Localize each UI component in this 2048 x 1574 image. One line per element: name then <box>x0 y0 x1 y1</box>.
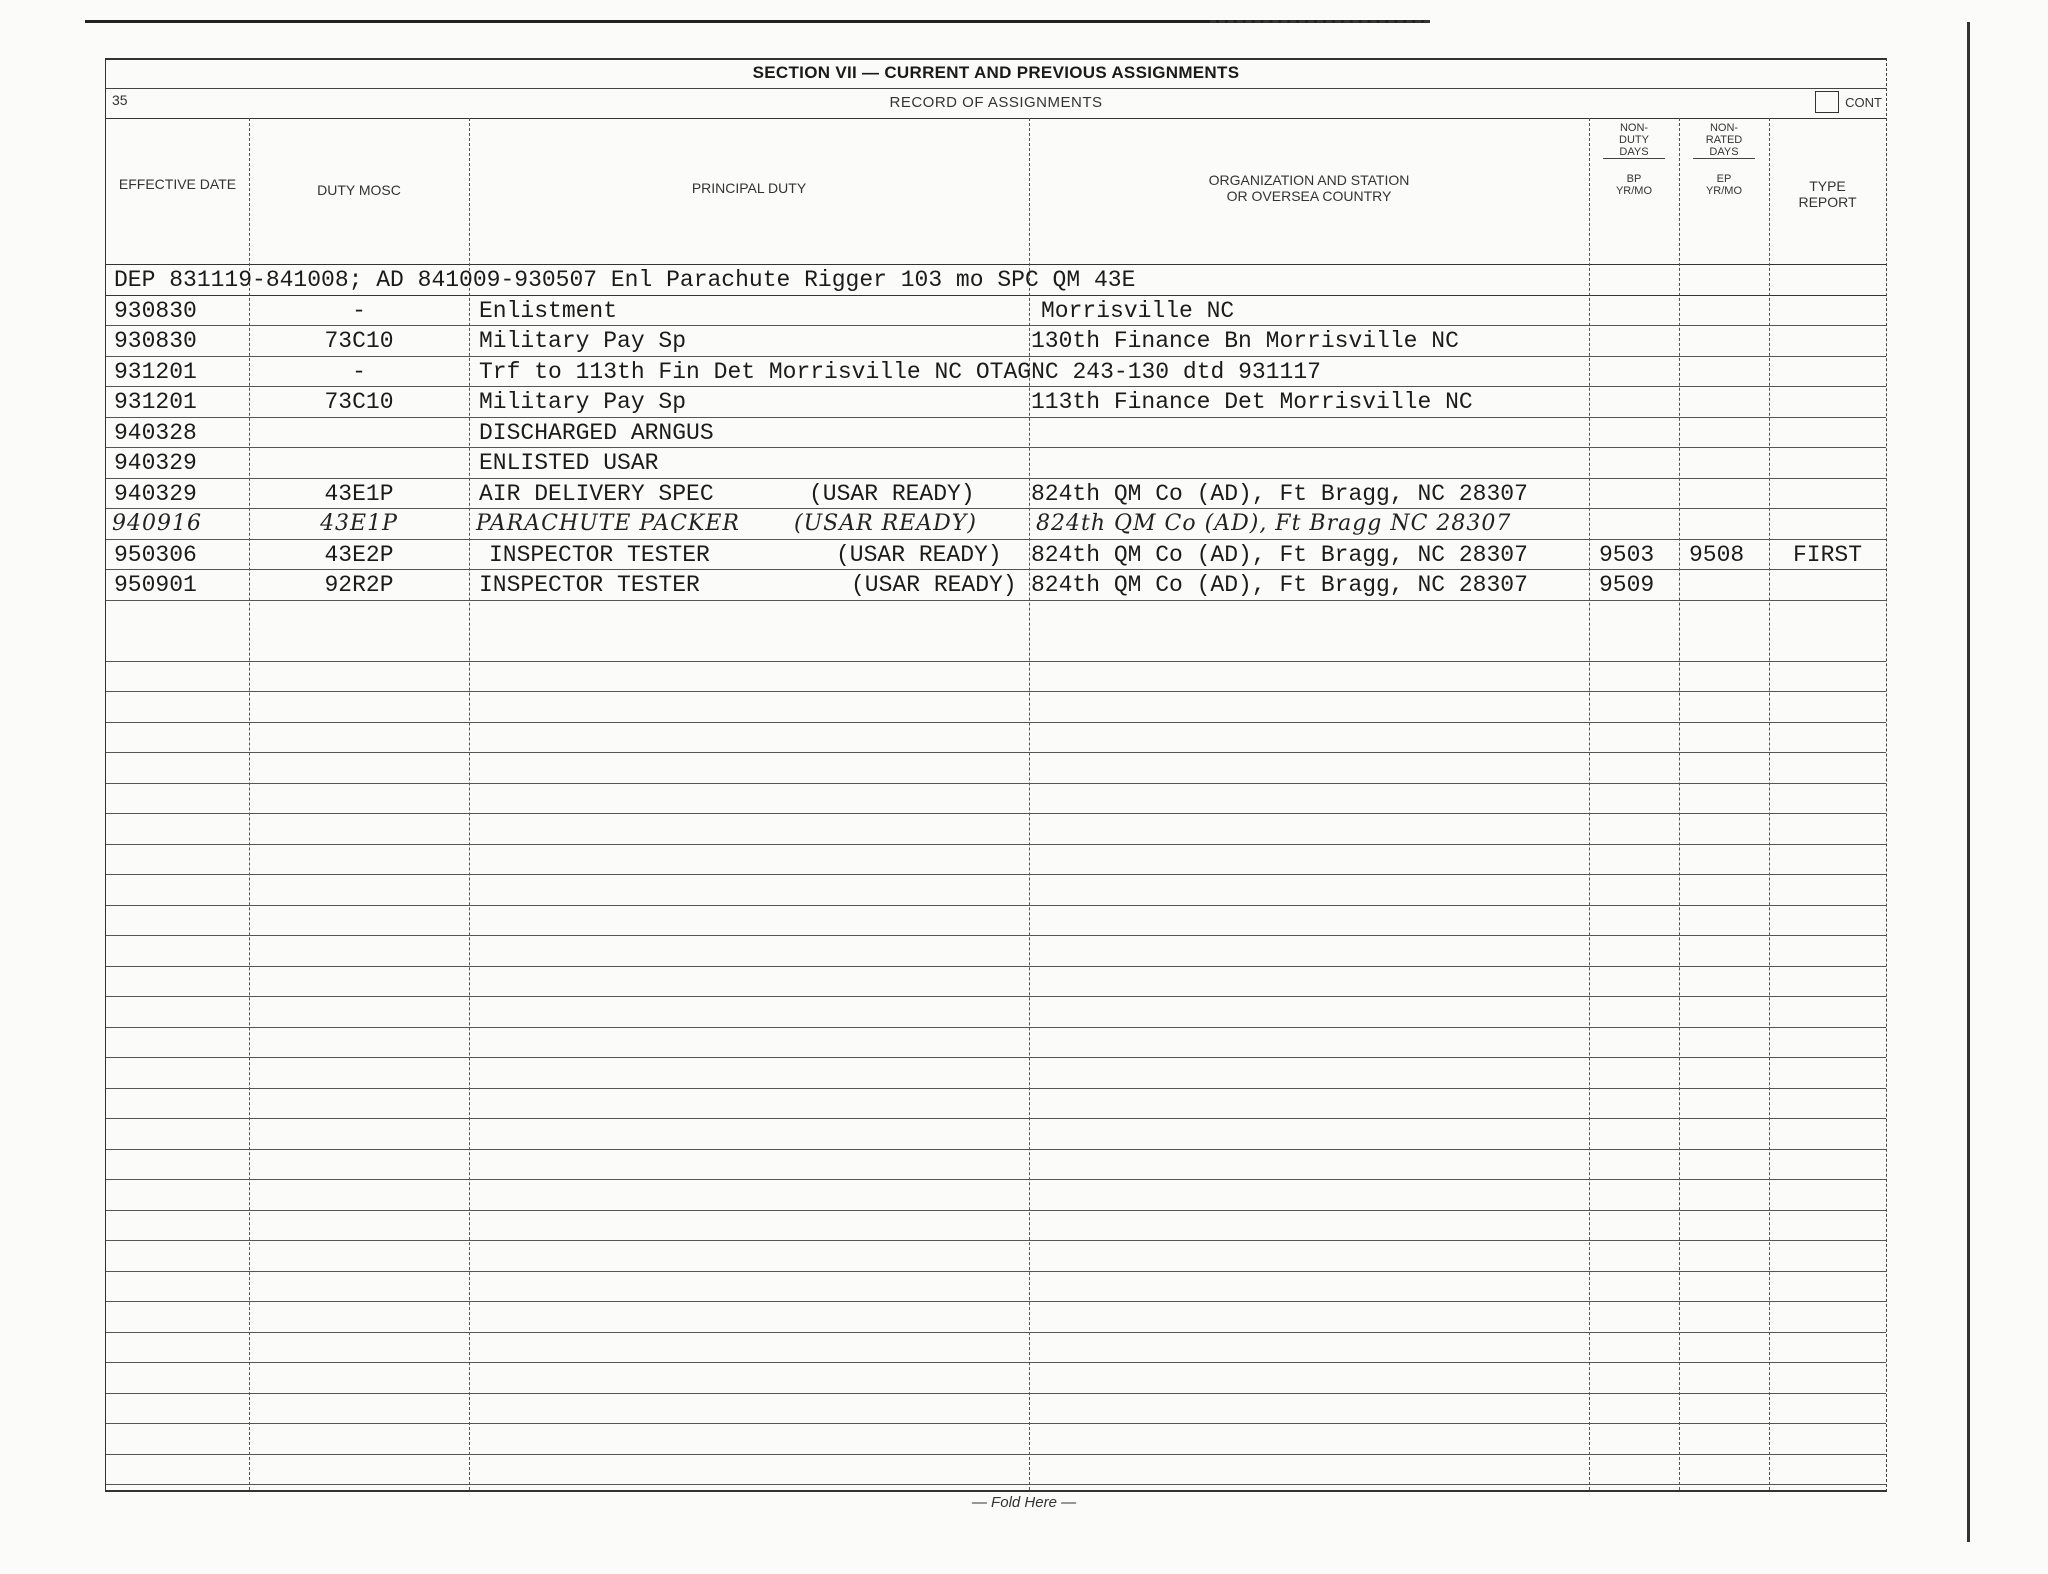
top-dashed-rule <box>1210 20 1430 23</box>
empty-row <box>106 1118 1886 1150</box>
empty-row <box>106 1057 1886 1089</box>
empty-row <box>106 996 1886 1028</box>
empty-row <box>106 783 1886 815</box>
duty-mosc: 73C10 <box>324 328 394 354</box>
effective-date: 930830 <box>114 328 197 354</box>
effective-date: 930830 <box>114 297 197 324</box>
duty-mosc: - <box>352 297 366 324</box>
empty-row <box>106 1027 1886 1059</box>
principal-duty: DISCHARGED ARNGUS <box>479 419 714 446</box>
form-item-number: 35 <box>112 92 128 108</box>
organization: 824th QM Co (AD), Ft Bragg, NC 28307 <box>1031 480 1528 507</box>
empty-row <box>106 1149 1886 1181</box>
column-header-row <box>106 118 1886 265</box>
duty-mosc: 43E1P <box>320 511 398 536</box>
empty-row <box>106 905 1886 937</box>
table-row <box>106 447 1886 479</box>
table-row <box>106 539 1886 571</box>
cont-field <box>1815 90 1882 114</box>
empty-row <box>106 1393 1886 1425</box>
duty-status: (USAR READY) <box>809 480 975 507</box>
empty-row <box>106 1240 1886 1272</box>
principal-duty: Trf to 113th Fin Det Morrisville NC OTAGNC 243-130 dtd 931117 <box>479 358 1321 385</box>
table-row <box>106 569 1886 601</box>
effective-date: 940916 <box>112 511 202 536</box>
col-effective-date: EFFECTIVE DATE <box>118 176 237 192</box>
type-report: FIRST <box>1792 541 1862 568</box>
empty-row <box>106 1179 1886 1211</box>
empty-row <box>106 1271 1886 1303</box>
table-row <box>106 325 1886 357</box>
empty-row <box>106 844 1886 876</box>
fold-here-label: — Fold Here — <box>971 1494 1077 1511</box>
empty-row <box>106 661 1886 693</box>
table-row <box>106 356 1886 388</box>
organization: Morrisville NC <box>1041 297 1235 324</box>
principal-duty: Enlistment <box>479 297 618 324</box>
col-non-rated-days: NON- RATED DAYS EP YR/MO <box>1679 122 1769 197</box>
assignments-form <box>105 58 1887 1492</box>
principal-duty: ENLISTED USAR <box>479 450 659 476</box>
page-edge-bar <box>1967 22 1970 1542</box>
duty-status: (USAR READY) <box>794 511 977 536</box>
principal-duty: Military Pay Sp <box>479 328 687 354</box>
duty-mosc: - <box>352 358 366 385</box>
empty-row <box>106 1362 1886 1394</box>
summary-row <box>106 264 1886 296</box>
non-rated-days: 9508 <box>1689 541 1745 568</box>
empty-row <box>106 1454 1886 1486</box>
organization: 824th QM Co (AD), Ft Bragg, NC 28307 <box>1031 572 1528 598</box>
non-duty-days: 9503 <box>1599 541 1655 568</box>
organization: 824th QM Co (AD), Ft Bragg NC 28307 <box>1036 511 1512 536</box>
table-row <box>106 478 1886 510</box>
duty-mosc: 73C10 <box>324 389 394 415</box>
non-duty-days: 9509 <box>1599 572 1655 598</box>
table-row <box>106 386 1886 418</box>
cont-checkbox[interactable] <box>1815 91 1839 113</box>
empty-row <box>106 752 1886 784</box>
principal-duty: INSPECTOR TESTER <box>479 572 700 598</box>
principal-duty: AIR DELIVERY SPEC <box>479 480 714 507</box>
table-row <box>106 295 1886 327</box>
effective-date: 931201 <box>114 358 197 385</box>
empty-row <box>106 966 1886 998</box>
empty-row <box>106 1088 1886 1120</box>
organization: 130th Finance Bn Morrisville NC <box>1031 328 1459 354</box>
empty-row <box>106 630 1886 662</box>
empty-row <box>106 1301 1886 1333</box>
duty-status: (USAR READY) <box>836 541 1002 568</box>
summary-line: DEP 831119-841008; AD 841009-930507 Enl Parachute Rigger 103 mo SPC QM 43E <box>114 267 1136 293</box>
section-title: SECTION VII — CURRENT AND PREVIOUS ASSIGNMENTS <box>106 60 1886 89</box>
principal-duty: Military Pay Sp <box>479 389 687 415</box>
effective-date: 940328 <box>114 419 197 446</box>
record-header <box>106 88 1886 119</box>
empty-row <box>106 722 1886 754</box>
duty-status: (USAR READY) <box>851 572 1017 598</box>
col-principal-duty: PRINCIPAL DUTY <box>691 180 807 196</box>
organization: 824th QM Co (AD), Ft Bragg, NC 28307 <box>1031 541 1528 568</box>
empty-row <box>106 813 1886 845</box>
effective-date: 950901 <box>114 572 197 598</box>
empty-row <box>106 1332 1886 1364</box>
cont-label: CONT <box>1845 94 1882 110</box>
principal-duty: PARACHUTE PACKER <box>476 511 740 536</box>
col-non-duty-days: NON- DUTY DAYS BP YR/MO <box>1589 122 1679 197</box>
principal-duty: INSPECTOR TESTER <box>489 541 710 568</box>
effective-date: 931201 <box>114 389 197 415</box>
table-row <box>106 417 1886 449</box>
col-type-report: TYPE REPORT <box>1798 178 1857 210</box>
duty-mosc: 92R2P <box>324 572 394 598</box>
empty-row <box>106 874 1886 906</box>
record-title: RECORD OF ASSIGNMENTS <box>889 94 1103 111</box>
col-duty-mosc: DUTY MOSC <box>317 182 401 198</box>
empty-row <box>106 1423 1886 1455</box>
effective-date: 940329 <box>114 480 197 507</box>
duty-mosc: 43E1P <box>324 480 394 507</box>
effective-date: 940329 <box>114 450 197 476</box>
effective-date: 950306 <box>114 541 197 568</box>
empty-row <box>106 691 1886 723</box>
col-organization: ORGANIZATION AND STATION OR OVERSEA COUNTRY <box>1208 172 1410 204</box>
table-row <box>106 508 1886 540</box>
empty-row <box>106 1210 1886 1242</box>
organization: 113th Finance Det Morrisville NC <box>1031 389 1473 415</box>
duty-mosc: 43E2P <box>324 541 394 568</box>
empty-row <box>106 935 1886 967</box>
